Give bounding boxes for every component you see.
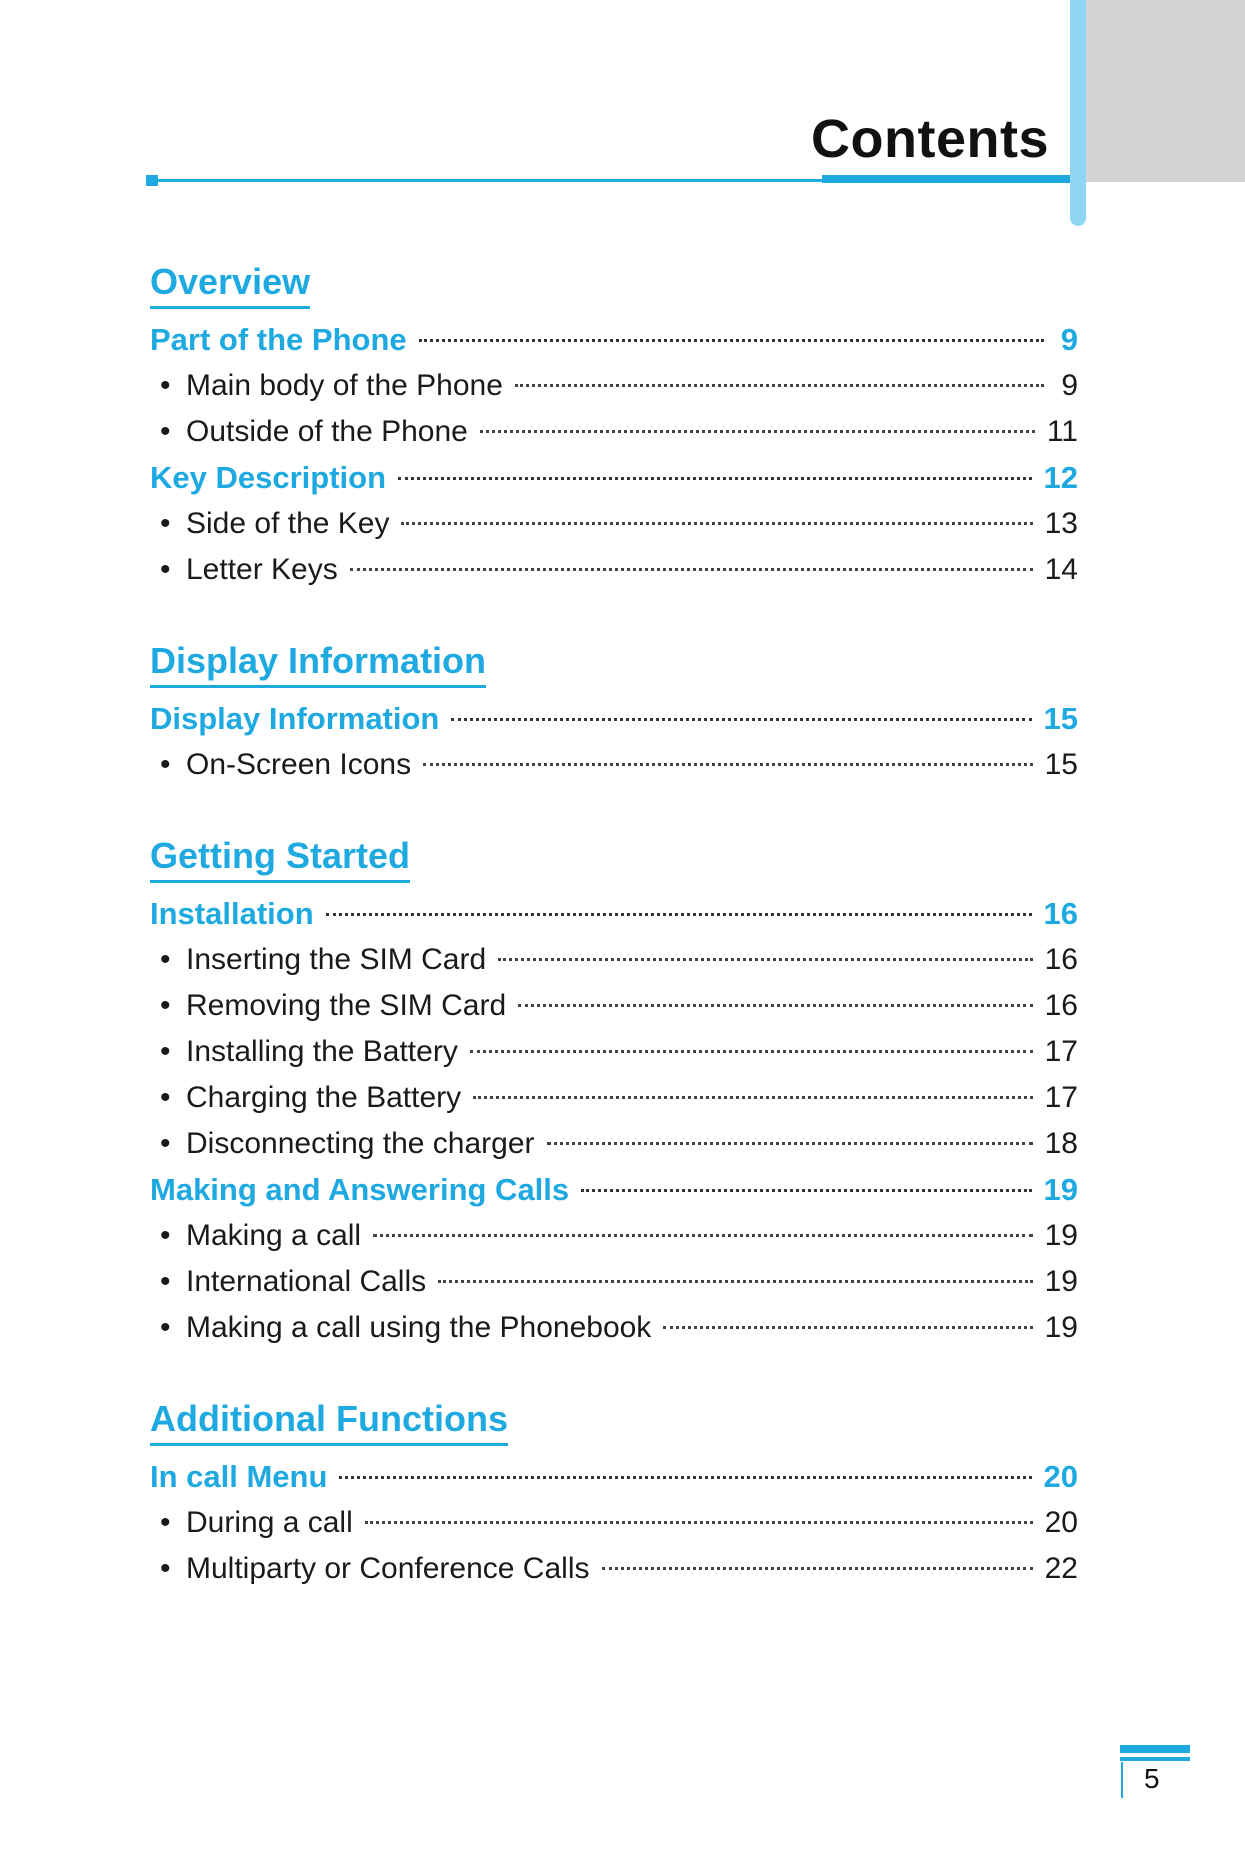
toc-item-entry[interactable] bbox=[150, 1305, 1078, 1351]
toc-page-number: 19 bbox=[1044, 1219, 1078, 1252]
toc-item-label: Multiparty or Conference Calls bbox=[186, 1552, 590, 1585]
toc-item-entry[interactable] bbox=[150, 1546, 1078, 1592]
toc-page-number: 18 bbox=[1044, 1127, 1078, 1160]
toc-section bbox=[150, 1397, 1078, 1592]
toc-heading-label: Making and Answering Calls bbox=[150, 1172, 570, 1207]
header-rule-accent bbox=[822, 175, 1070, 183]
bullet-icon: • bbox=[160, 748, 171, 781]
bullet-icon: • bbox=[160, 507, 171, 540]
toc-item-entry[interactable] bbox=[150, 547, 1078, 593]
toc-item-label: Making a call using the Phonebook bbox=[186, 1311, 652, 1344]
bullet-icon: • bbox=[160, 369, 171, 402]
bullet-icon: • bbox=[160, 989, 171, 1022]
section-title[interactable]: Additional Functions bbox=[150, 1397, 508, 1446]
section-title[interactable]: Getting Started bbox=[150, 834, 410, 883]
dot-leader bbox=[518, 1004, 1032, 1007]
toc-page-number: 16 bbox=[1044, 989, 1078, 1022]
footer-rule bbox=[1120, 1745, 1190, 1761]
toc-item-entry[interactable] bbox=[150, 1121, 1078, 1167]
toc-item-entry[interactable] bbox=[150, 1213, 1078, 1259]
dot-leader bbox=[581, 1189, 1031, 1192]
dot-leader bbox=[470, 1050, 1033, 1053]
toc-item-entry[interactable] bbox=[150, 363, 1078, 409]
toc-section bbox=[150, 260, 1078, 593]
dot-leader bbox=[480, 430, 1035, 433]
toc-page-number: 22 bbox=[1044, 1552, 1078, 1585]
page-title: Contents bbox=[811, 109, 1049, 169]
dot-leader bbox=[373, 1234, 1033, 1237]
toc-item-entry[interactable] bbox=[150, 501, 1078, 547]
toc-page-number: 19 bbox=[1044, 1311, 1078, 1344]
toc-page-number: 14 bbox=[1044, 553, 1078, 586]
toc-item-entry[interactable] bbox=[150, 409, 1078, 455]
toc-page-number: 9 bbox=[1061, 369, 1078, 402]
dot-leader bbox=[423, 763, 1033, 766]
toc-item-label: Main body of the Phone bbox=[186, 369, 503, 402]
toc-page-number: 17 bbox=[1044, 1081, 1078, 1114]
toc-heading-entry[interactable] bbox=[150, 1167, 1078, 1213]
bullet-icon: • bbox=[160, 943, 171, 976]
toc-item-entry[interactable] bbox=[150, 1500, 1078, 1546]
dot-leader bbox=[498, 958, 1032, 961]
section-title[interactable]: Display Information bbox=[150, 639, 486, 688]
toc-section bbox=[150, 639, 1078, 788]
toc-page-number: 15 bbox=[1044, 748, 1078, 781]
dot-leader bbox=[401, 522, 1032, 525]
side-tab-bar bbox=[1070, 0, 1086, 226]
toc-item-entry[interactable] bbox=[150, 983, 1078, 1029]
toc-page-number: 16 bbox=[1044, 943, 1078, 976]
bullet-icon: • bbox=[160, 1081, 171, 1114]
toc-heading-entry[interactable] bbox=[150, 455, 1078, 501]
header-rule-marker bbox=[146, 175, 158, 186]
table-of-contents bbox=[150, 260, 1078, 1638]
toc-item-label: During a call bbox=[186, 1506, 353, 1539]
side-tab-panel bbox=[1086, 0, 1245, 182]
toc-heading-entry[interactable] bbox=[150, 891, 1078, 937]
toc-heading-label: Key Description bbox=[150, 460, 387, 495]
toc-page-number: 20 bbox=[1044, 1506, 1078, 1539]
toc-heading-label: Installation bbox=[150, 896, 314, 931]
bullet-icon: • bbox=[160, 415, 171, 448]
toc-page-number: 17 bbox=[1044, 1035, 1078, 1068]
dot-leader bbox=[602, 1567, 1033, 1570]
toc-item-entry[interactable] bbox=[150, 937, 1078, 983]
toc-item-label: Charging the Battery bbox=[186, 1081, 462, 1114]
toc-item-entry[interactable] bbox=[150, 1075, 1078, 1121]
bullet-icon: • bbox=[160, 1506, 171, 1539]
toc-page-number: 16 bbox=[1043, 896, 1078, 931]
toc-heading-label: In call Menu bbox=[150, 1459, 328, 1494]
toc-page-number: 11 bbox=[1046, 415, 1078, 448]
toc-heading-entry[interactable] bbox=[150, 696, 1078, 742]
toc-page-number: 19 bbox=[1044, 1265, 1078, 1298]
toc-page-number: 9 bbox=[1060, 322, 1078, 357]
dot-leader bbox=[515, 384, 1044, 387]
dot-leader bbox=[326, 913, 1032, 916]
bullet-icon: • bbox=[160, 1219, 171, 1252]
page-number: 5 bbox=[1144, 1763, 1160, 1794]
dot-leader bbox=[663, 1326, 1032, 1329]
bullet-icon: • bbox=[160, 1127, 171, 1160]
dot-leader bbox=[419, 339, 1044, 342]
toc-heading-entry[interactable] bbox=[150, 1454, 1078, 1500]
toc-item-label: On-Screen Icons bbox=[186, 748, 412, 781]
toc-heading-label: Part of the Phone bbox=[150, 322, 407, 357]
toc-page-number: 19 bbox=[1043, 1172, 1078, 1207]
toc-item-label: International Calls bbox=[186, 1265, 427, 1298]
dot-leader bbox=[365, 1521, 1033, 1524]
dot-leader bbox=[339, 1476, 1031, 1479]
dot-leader bbox=[547, 1142, 1033, 1145]
header-rule bbox=[158, 179, 822, 182]
toc-item-label: Outside of the Phone bbox=[186, 415, 468, 448]
toc-item-label: Disconnecting the charger bbox=[186, 1127, 535, 1160]
dot-leader bbox=[473, 1096, 1032, 1099]
toc-heading-label: Display Information bbox=[150, 701, 440, 736]
toc-item-entry[interactable] bbox=[150, 1029, 1078, 1075]
bullet-icon: • bbox=[160, 1552, 171, 1585]
toc-page-number: 20 bbox=[1043, 1459, 1078, 1494]
toc-page-number: 13 bbox=[1044, 507, 1078, 540]
toc-section bbox=[150, 834, 1078, 1351]
dot-leader bbox=[451, 718, 1031, 721]
toc-item-entry[interactable] bbox=[150, 742, 1078, 788]
toc-heading-entry[interactable] bbox=[150, 317, 1078, 363]
toc-page-number: 15 bbox=[1043, 701, 1078, 736]
toc-page-number: 12 bbox=[1043, 460, 1078, 495]
toc-item-label: Inserting the SIM Card bbox=[186, 943, 487, 976]
footer-divider bbox=[1121, 1762, 1123, 1798]
dot-leader bbox=[350, 568, 1033, 571]
toc-item-label: Letter Keys bbox=[186, 553, 338, 586]
bullet-icon: • bbox=[160, 1265, 171, 1298]
bullet-icon: • bbox=[160, 1311, 171, 1344]
dot-leader bbox=[398, 477, 1032, 480]
section-title[interactable]: Overview bbox=[150, 260, 310, 309]
bullet-icon: • bbox=[160, 1035, 171, 1068]
toc-item-label: Making a call bbox=[186, 1219, 362, 1252]
toc-item-label: Side of the Key bbox=[186, 507, 390, 540]
dot-leader bbox=[438, 1280, 1032, 1283]
bullet-icon: • bbox=[160, 553, 171, 586]
toc-item-label: Installing the Battery bbox=[186, 1035, 458, 1068]
toc-item-entry[interactable] bbox=[150, 1259, 1078, 1305]
toc-item-label: Removing the SIM Card bbox=[186, 989, 507, 1022]
